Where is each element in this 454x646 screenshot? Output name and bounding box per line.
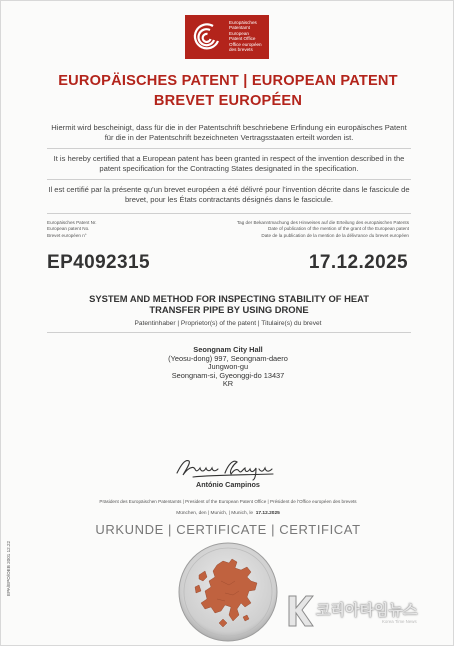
publication-date-labels: Tag der Bekanntmachung des Hinweises auf die Erteilung des europäischen Patents Date of publication of the mention of the grant of the European patent Date de la publication de la mention de la délivrance du brevet européen (236, 220, 409, 238)
proprietor-name: Seongnam City Hall (193, 345, 263, 354)
watermark-k-icon (286, 593, 314, 629)
proprietor-address-line: KR (222, 379, 234, 389)
patent-number-labels: Europäisches Patent Nr. European patent No. Brevet européen n° (47, 220, 97, 238)
signature-image (173, 453, 283, 481)
heading-line-2: BREVET EUROPÉEN (153, 93, 303, 109)
certificate-label: URKUNDE | CERTIFICATE | CERTIFICAT (95, 522, 361, 537)
epo-logo-text: Europäisches Patentamt European Patent Office Office européen des brevets (229, 20, 262, 53)
signatory-name: António Campinos (196, 480, 260, 489)
epo-logo-icon (191, 21, 225, 53)
intro-en: It is hereby certified that a European patent has been granted in respect of the invention described in the patent specification for the Contracting States designated in the specification. (53, 154, 405, 174)
patent-title-line-2: TRANSFER PIPE BY USING DRONE (149, 304, 309, 315)
epo-logo (185, 15, 269, 59)
watermark (286, 593, 448, 633)
place-date-line: München, den | Munich, | Munich, le 17.12.2025 (176, 511, 280, 516)
publication-date: 17.12.2025 (308, 252, 408, 273)
divider (47, 332, 411, 333)
intro-de: Hiermit wird bescheinigt, dass für die in der Patentschrift beschriebene Erfindung ein europäisches Patent für die in der Patentschrift bezeichneten Vertragsstaaten erteilt worden ist. (51, 123, 407, 143)
divider (47, 148, 411, 149)
europe-seal-image (177, 541, 279, 643)
proprietor-address-line: (Yeosu-dong) 997, Seongnam-daero (168, 353, 288, 363)
proprietor-address-line: Seongnam-si, Gyeonggi-do 13437 (171, 370, 285, 380)
patent-number: EP4092315 (47, 252, 150, 273)
patent-title-line-1: SYSTEM AND METHOD FOR INSPECTING STABILITY OF HEAT (89, 293, 369, 304)
divider (47, 179, 411, 180)
proprietor-label: Patentinhaber | Proprietor(s) of the patent | Titulaire(s) du brevet (134, 320, 322, 327)
proprietor-address-line: Jungwon-gu (207, 362, 249, 372)
document-reference: EPA/EPO/OEB 2001 12.22 (6, 540, 11, 596)
divider (47, 213, 411, 214)
heading-line-1: EUROPÄISCHES PATENT | EUROPEAN PATENT (58, 73, 398, 89)
proprietor-block (1, 346, 454, 389)
watermark-text: 코리아타임뉴스 (316, 602, 418, 619)
watermark-subtext: Korea Time News (382, 619, 417, 624)
president-line: Präsident des Europäischen Patentamts | President of the European Patent Office | Président de l'Office européen des brevets (99, 499, 357, 504)
intro-fr: Il est certifié par la présente qu'un brevet européen a été délivré pour l'invention décrite dans le fascicule de brevet, pour les États contractants désignés dans le fascicule. (48, 185, 410, 205)
